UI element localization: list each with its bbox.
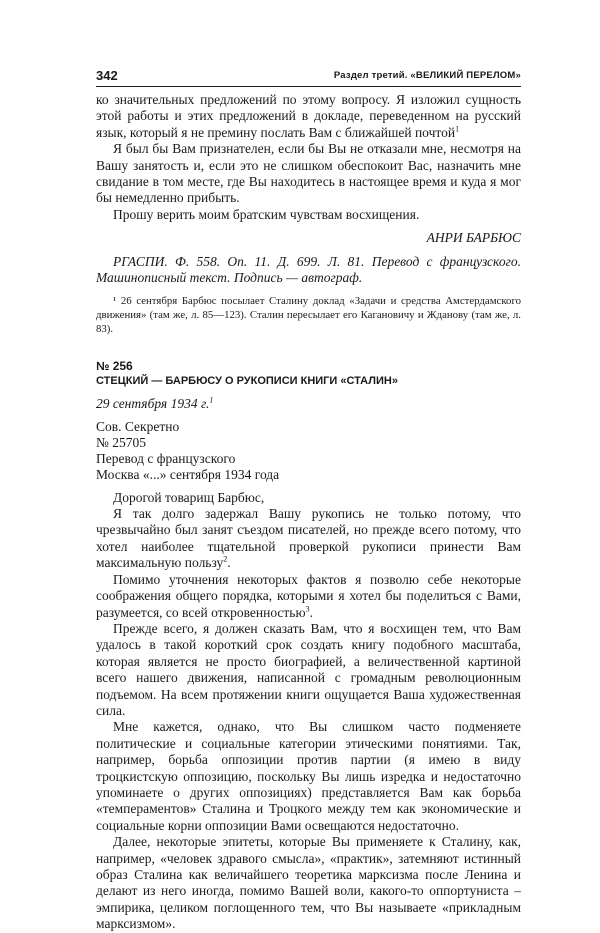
archive-source: РГАСПИ. Ф. 558. Оп. 11. Д. 699. Л. 81. Перевод с французского. Машинописный текст. Подпись — автограф. [96, 253, 521, 286]
page-header [96, 66, 521, 87]
letter-paragraph-1: ко значительных предложений по этому вопросу. Я изложил сущность этой работы и этих предложений в докладе, переведенном на русский язык, который я не премину послать Вам с ближайшей почтой$^1$ [96, 92, 521, 140]
footnote-ref: 1 [209, 395, 214, 405]
secrecy-mark: Сов. Секретно [96, 418, 180, 434]
footnote-ref: 2 [223, 554, 228, 564]
letter-paragraph-3: Прошу верить моим братским чувствам восхищения. [113, 206, 420, 222]
page-body [96, 92, 521, 933]
body-paragraph: Далее, некоторые эпитеты, которые Вы применяете к Сталину, как, например, «человек здравого смысла», «практик», затемняют истинный образ Сталина как величайшего теоретика марксизма после Ленина и делают из него иногда, помимо Вашей воли, какого-то оппортуниста – эмпирика, целиком поглощенного тем, что Вы называете «прикладным марксизмом». [96, 834, 521, 932]
page-number: 342 [96, 68, 118, 83]
footnote-ref: 1 [455, 124, 460, 134]
letter-paragraph-2: Я был бы Вам признателен, если бы Вы не отказали мне, несмотря на Вашу занятость и, если это не слишком обеспокоит Вас, назначить мне свидание в том месте, где Вы находитесь в настоящее время и куда я мог бы немедленно прибыть. [96, 141, 521, 206]
document-title: СТЕЦКИЙ — БАРБЮСУ О РУКОПИСИ КНИГИ «СТАЛИН» [96, 375, 398, 388]
document-number: № 256 [96, 359, 133, 374]
body-paragraph: Мне кажется, однако, что Вы слишком часто подменяете политические и социальные категории этическими понятиями. Так, например, борьба оппозиции против партии (я имею в виду троцкистскую оппозицию, поскольку Вы лишь изредка и недостаточно упоминаете о других оппозициях) представляется Вам как борьба «темпераментов» Сталина и Троцкого между тем как экономические и социальные корни оппозиции Вами освещаются недостаточно. [96, 719, 521, 833]
translation-note: Перевод с французского [96, 450, 236, 466]
body-paragraph: Прежде всего, я должен сказать Вам, что я восхищен тем, что Вам удалось в такой короткий срок создать книгу подобного масштаба, которая является не просто биографией, а величественной картиной всего нашего движения, написанной с громадным революционным подъемом. На всем протяжении книги ощущается Ваша художественная сила. [96, 620, 521, 718]
running-section-title: Раздел третий. «ВЕЛИКИЙ ПЕРЕЛОМ» [333, 70, 521, 81]
footnote: ¹ 26 сентября Барбюс посылает Сталину доклад «Задачи и средства Амстердамского движения» (там же, л. 85—123). Сталин пересылает его Кагановичу и Жданову (там же, л. 83). [96, 295, 521, 335]
body-paragraph: Я так долго задержал Вашу рукопись не только потому, что чрезвычайно был занят съездом писателей, но прежде всего потому, что хотел наиболее тщательной проверкой рукописи принести Вам максимальную пользу$^2$. [96, 506, 521, 571]
document-reg-number: № 25705 [96, 434, 147, 450]
salutation: Дорогой товарищ Барбюс, [113, 489, 265, 505]
body-paragraph: Помимо уточнения некоторых фактов я позволю себе некоторые соображения общего порядка, которыми я хотел бы поделиться с Вами, разумеется, со всей откровенностью$^3$. [96, 571, 521, 620]
document-date: 29 сентября 1934 г.$^1$ [96, 395, 214, 412]
footnote-ref: 3 [305, 604, 310, 613]
place-date: Москва «...» сентября 1934 года [96, 466, 280, 482]
signature: АНРИ БАРБЮС [426, 230, 521, 246]
document-meta [96, 419, 521, 483]
